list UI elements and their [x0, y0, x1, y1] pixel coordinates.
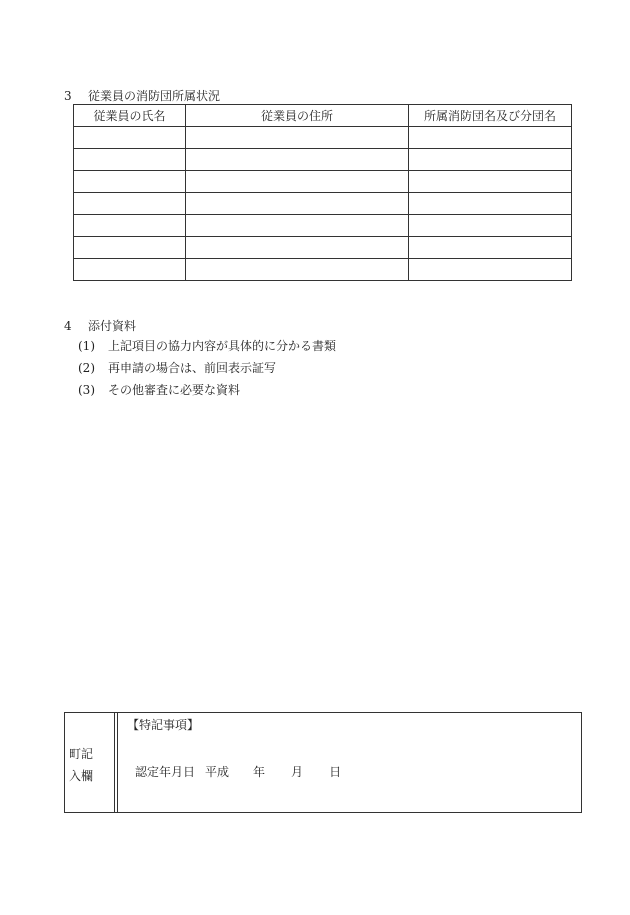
certification-date-label: 認定年月日	[135, 765, 196, 779]
office-use-label-line2: 入欄	[69, 769, 94, 783]
name-cell[interactable]	[74, 171, 186, 193]
table-row	[74, 127, 572, 149]
name-cell[interactable]	[74, 193, 186, 215]
item-index: (2)	[78, 361, 95, 375]
section4-title-text: 添付資料	[88, 319, 137, 333]
attachment-list	[78, 338, 336, 404]
special-notes-heading: 【特記事項】	[127, 718, 200, 732]
table-row	[74, 171, 572, 193]
item-text: その他審査に必要な資料	[108, 383, 241, 397]
item-text: 上記項目の協力内容が具体的に分かる書類	[108, 339, 337, 353]
column-header-name: 従業員の氏名	[74, 105, 186, 127]
table-header-row	[74, 105, 572, 127]
office-use-label-line1: 町記	[69, 747, 94, 761]
address-cell[interactable]	[186, 259, 409, 281]
item-text: 再申請の場合は、前回表示証写	[108, 361, 277, 375]
column-header-brigade: 所属消防団名及び分団名	[409, 105, 572, 127]
table-row	[74, 215, 572, 237]
name-cell[interactable]	[74, 127, 186, 149]
brigade-cell[interactable]	[409, 259, 572, 281]
name-cell[interactable]	[74, 237, 186, 259]
office-use-box	[64, 712, 582, 813]
month-unit: 月	[291, 765, 304, 779]
office-use-label-column	[65, 713, 118, 812]
section3-number: 3	[64, 89, 72, 103]
section3-title	[64, 87, 220, 104]
brigade-cell[interactable]	[409, 193, 572, 215]
item-index: (1)	[78, 339, 95, 353]
list-item	[78, 360, 336, 382]
brigade-cell[interactable]	[409, 171, 572, 193]
day-unit: 日	[329, 765, 342, 779]
name-cell[interactable]	[74, 215, 186, 237]
table-row	[74, 237, 572, 259]
list-item	[78, 382, 336, 404]
name-cell[interactable]	[74, 259, 186, 281]
address-cell[interactable]	[186, 127, 409, 149]
brigade-cell[interactable]	[409, 127, 572, 149]
certification-date-line	[135, 763, 341, 780]
address-cell[interactable]	[186, 215, 409, 237]
table-row	[74, 259, 572, 281]
fire-brigade-member-table	[73, 104, 572, 281]
year-unit: 年	[253, 765, 266, 779]
address-cell[interactable]	[186, 149, 409, 171]
era-label: 平成	[205, 765, 230, 779]
address-cell[interactable]	[186, 171, 409, 193]
name-cell[interactable]	[74, 149, 186, 171]
table-row	[74, 149, 572, 171]
column-header-address: 従業員の住所	[186, 105, 409, 127]
section4-title	[64, 317, 136, 334]
brigade-cell[interactable]	[409, 237, 572, 259]
table-row	[74, 193, 572, 215]
item-index: (3)	[78, 383, 95, 397]
brigade-cell[interactable]	[409, 149, 572, 171]
office-use-label	[69, 743, 93, 787]
section4-number: 4	[64, 319, 72, 333]
list-item	[78, 338, 336, 360]
section3-title-text: 従業員の消防団所属状況	[88, 89, 221, 103]
address-cell[interactable]	[186, 193, 409, 215]
brigade-cell[interactable]	[409, 215, 572, 237]
address-cell[interactable]	[186, 237, 409, 259]
